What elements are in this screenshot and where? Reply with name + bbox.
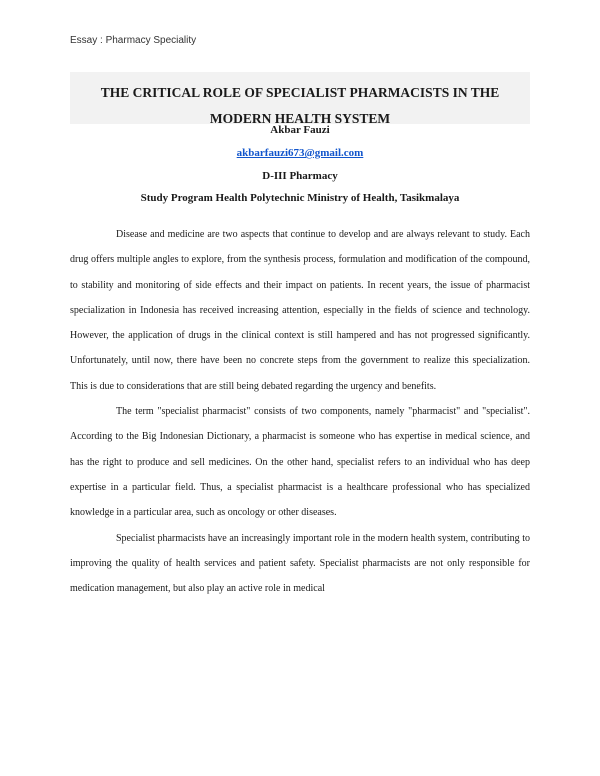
running-header: Essay : Pharmacy Speciality xyxy=(70,35,197,46)
program-name: D-III Pharmacy xyxy=(262,170,338,182)
article-body xyxy=(70,222,530,601)
author-name: Akbar Fauzi xyxy=(270,124,330,136)
paragraph: Disease and medicine are two aspects that continue to develop and are always relevant to study. Each drug offers multiple angles to explore, from the synthesis process, formulation and modification of the compound, to stability and monitoring of side effects and their impact on patients. In recent years, the issue of pharmacist specialization in Indonesia has received increasing attention, especially in the fields of science and technology. However, the application of drugs in the clinical context is still hampered and has not progressed significantly. Unfortunately, until now, there have been no concrete steps from the government to realize this specialization. This is due to considerations that are still being debated regarding the urgency and benefits. xyxy=(70,229,530,392)
article-title: THE CRITICAL ROLE OF SPECIALIST PHARMACISTS IN THE MODERN HEALTH SYSTEM xyxy=(100,85,500,126)
paragraph: Specialist pharmacists have an increasingly important role in the modern health system, contributing to improving the quality of health services and patient safety. Specialist pharmacists are not only responsible for medication management, but also play an active role in medical xyxy=(70,532,530,595)
institution-name: Study Program Health Polytechnic Ministry of Health, Tasikmalaya xyxy=(140,192,460,204)
paragraph: The term "specialist pharmacist" consists of two components, namely "pharmacist" and "specialist". According to the Big Indonesian Dictionary, a pharmacist is someone who has expertise in medical science, and has the right to produce and sell medicines. On the other hand, specialist refers to an individual who has deep expertise in a particular field. Thus, a specialist pharmacist is a healthcare professional who has specialized knowledge in a particular area, such as oncology or other diseases. xyxy=(70,406,530,519)
author-email-link[interactable]: akbarfauzi673@gmail.com xyxy=(236,147,364,159)
